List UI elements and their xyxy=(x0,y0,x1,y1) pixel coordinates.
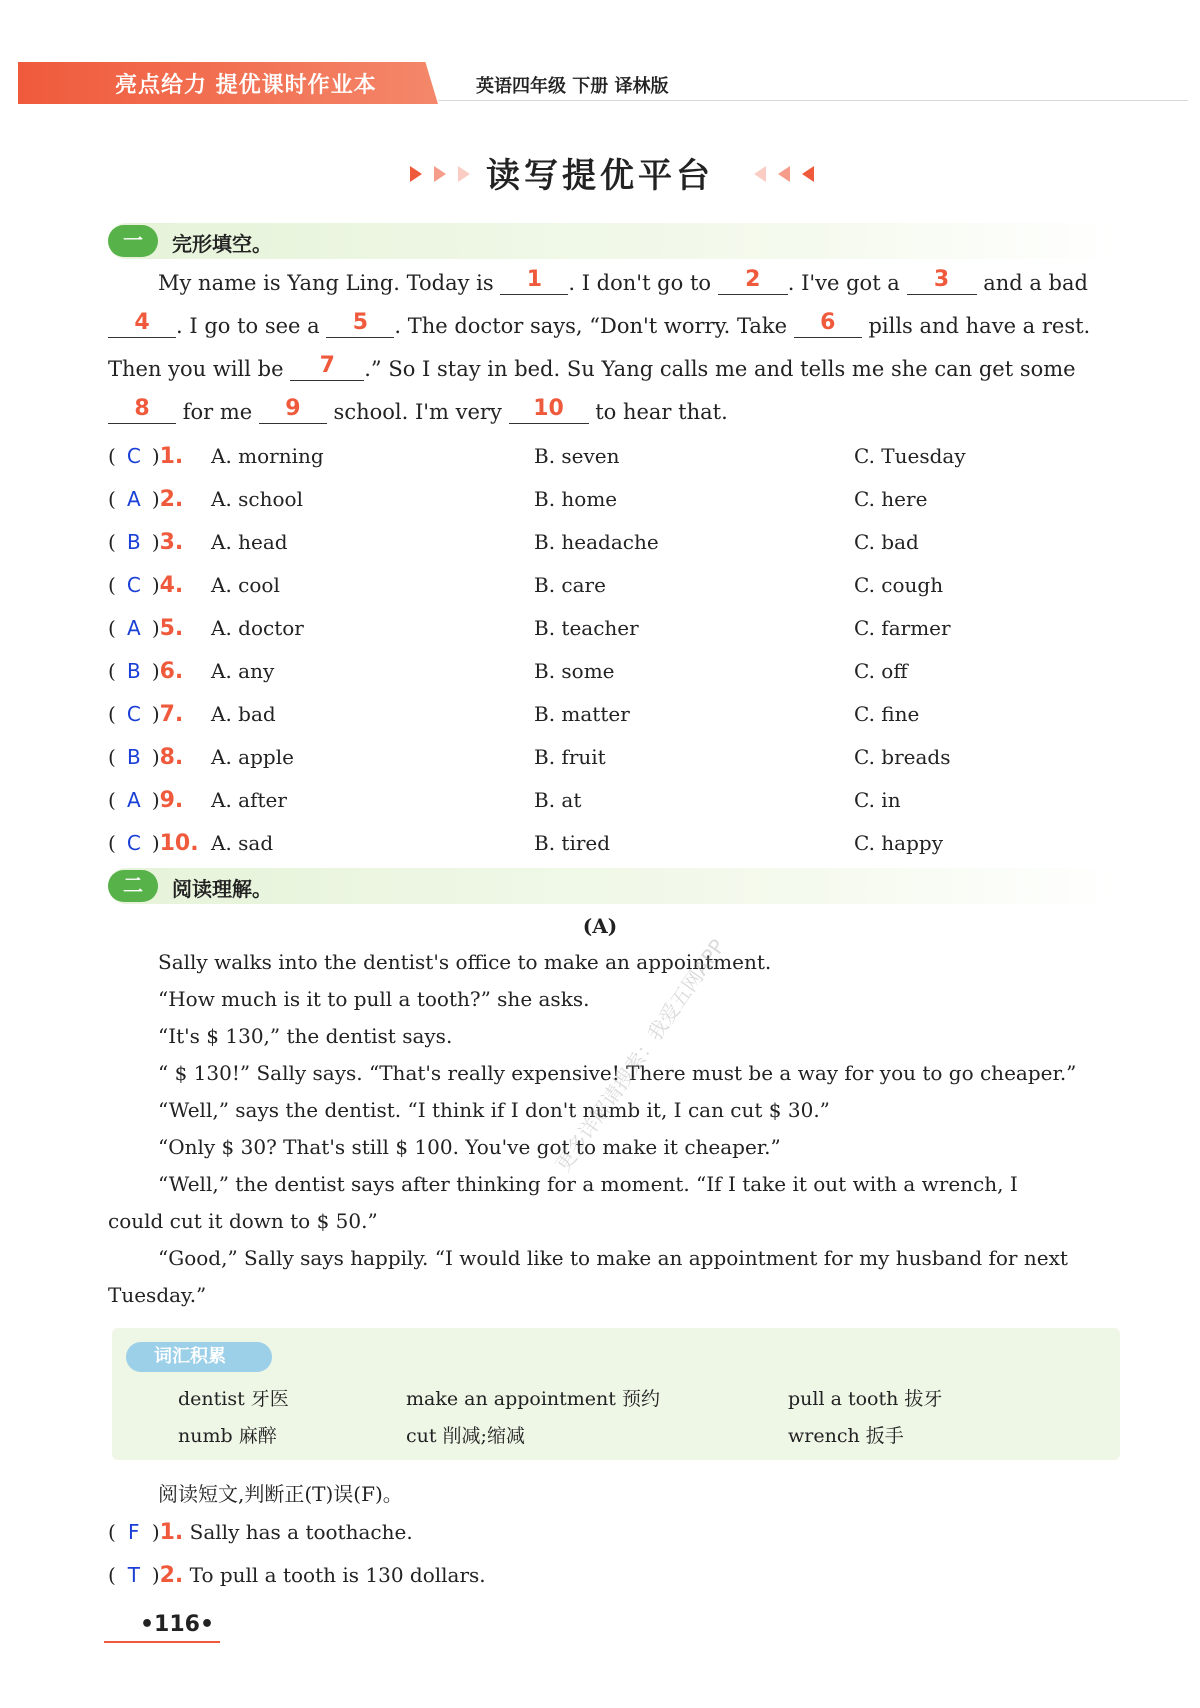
passage-line: “How much is it to pull a tooth?” she asks. xyxy=(158,987,590,1011)
question-number: 8. xyxy=(159,745,184,770)
blank-number: 5 xyxy=(352,310,369,335)
section-badge: 一 xyxy=(108,225,158,257)
blank-number: 8 xyxy=(134,396,150,421)
vocab-item: cut 削减;缩减 xyxy=(406,1425,525,1447)
header-divider xyxy=(438,100,1188,101)
option-c: C. off xyxy=(854,659,908,683)
passage-line: Sally walks into the dentist's office to make an appointment. xyxy=(158,950,772,974)
passage-line: “Well,” says the dentist. “I think if I don't numb it, I can cut $ 30.” xyxy=(158,1098,830,1122)
option-c: C. Tuesday xyxy=(854,444,966,468)
vocab-item: make an appointment 预约 xyxy=(406,1388,660,1410)
option-a: A. head xyxy=(211,530,288,554)
blank-number: 1 xyxy=(526,267,543,292)
blank-number: 10 xyxy=(533,396,564,421)
option-a: A. morning xyxy=(211,444,324,468)
question-row: ( A )2. A. school B. home C. here xyxy=(108,487,928,512)
question-number: 10. xyxy=(159,831,199,856)
blank-number: 6 xyxy=(820,310,836,335)
passage-line: My name is Yang Ling. Today is 1 . I don't go to 2 . I've got a 3 and a bad xyxy=(158,267,1088,295)
question-number: 1. xyxy=(159,444,184,469)
answer: B xyxy=(126,659,141,683)
blank-number: 4 xyxy=(134,310,150,335)
passage-line: Tuesday.” xyxy=(108,1283,207,1307)
answer: C xyxy=(126,831,141,855)
option-c: C. happy xyxy=(854,831,944,855)
passage-line: “Good,” Sally says happily. “I would like to make an appointment for my husband for next xyxy=(158,1246,1068,1270)
passage-label: (A) xyxy=(582,914,618,938)
answer: C xyxy=(126,573,141,597)
option-b: B. teacher xyxy=(534,616,639,640)
option-b: B. fruit xyxy=(534,745,606,769)
question-number: 9. xyxy=(159,788,184,813)
question-number: 2. xyxy=(159,487,184,512)
option-b: B. seven xyxy=(534,444,620,468)
option-c: C. farmer xyxy=(854,616,951,640)
option-c: C. fine xyxy=(854,702,920,726)
option-c: C. cough xyxy=(854,573,944,597)
passage-line: could cut it down to $ 50.” xyxy=(108,1209,378,1233)
option-a: A. sad xyxy=(211,831,274,855)
answer: A xyxy=(126,487,141,511)
passage-line: “Well,” the dentist says after thinking for a moment. “If I take it out with a wrench, I xyxy=(158,1172,1018,1196)
question-row: ( B )6. A. any B. some C. off xyxy=(108,659,908,684)
question-row: ( A )5. A. doctor B. teacher C. farmer xyxy=(108,616,951,641)
option-b: B. headache xyxy=(534,530,659,554)
question-number: 7. xyxy=(159,702,184,727)
option-a: A. apple xyxy=(211,745,294,769)
question-number: 5. xyxy=(159,616,184,641)
vocab-title: 词汇积累 xyxy=(126,1342,272,1372)
section-title: 完形填空。 xyxy=(172,232,272,256)
option-b: B. matter xyxy=(534,702,630,726)
option-b: B. at xyxy=(534,788,582,812)
tf-question: ( F )1. Sally has a toothache. xyxy=(108,1520,413,1545)
book-info: 英语四年级 下册 译林版 xyxy=(476,76,669,97)
option-c: C. bad xyxy=(854,530,919,554)
blank-number: 3 xyxy=(933,267,950,292)
arrow-left-icon xyxy=(754,166,766,182)
answer: C xyxy=(126,702,141,726)
question-row: ( B )8. A. apple B. fruit C. breads xyxy=(108,745,951,770)
question-number: 4. xyxy=(159,573,184,598)
question-number: 6. xyxy=(159,659,184,684)
page-number-underline xyxy=(104,1641,220,1643)
question-row: ( A )9. A. after B. at C. in xyxy=(108,788,901,813)
answer: B xyxy=(126,530,141,554)
vocab-item: numb 麻醉 xyxy=(178,1425,277,1447)
passage-line: 8 for me 9 school. I'm very 10 to hear that. xyxy=(108,397,728,424)
option-a: A. school xyxy=(211,487,303,511)
answer: C xyxy=(126,444,141,468)
option-a: A. any xyxy=(211,659,275,683)
page-number: •116• xyxy=(140,1612,215,1637)
question-row: ( C )4. A. cool B. care C. cough xyxy=(108,573,944,598)
arrow-left-icon xyxy=(802,166,814,182)
vocab-item: dentist 牙医 xyxy=(178,1388,289,1410)
option-b: B. tired xyxy=(534,831,611,855)
answer: T xyxy=(127,1563,140,1587)
blank-number: 9 xyxy=(285,396,301,421)
option-b: B. care xyxy=(534,573,606,597)
section-title: 阅读理解。 xyxy=(172,877,272,901)
arrow-left-icon xyxy=(778,166,790,182)
question-row: ( C )1. A. morning B. seven C. Tuesday xyxy=(108,444,966,469)
answer: A xyxy=(126,788,141,812)
option-b: B. some xyxy=(534,659,615,683)
tf-question: ( T )2. To pull a tooth is 130 dollars. xyxy=(108,1563,486,1588)
instruction: 阅读短文,判断正(T)误(F)。 xyxy=(158,1482,403,1506)
answer: F xyxy=(128,1520,140,1544)
watermark: 更多详解请搜索：我爱五网APP xyxy=(550,934,730,1177)
passage-line: “It's $ 130,” the dentist says. xyxy=(158,1024,453,1048)
answer: A xyxy=(126,616,141,640)
vocab-item: wrench 扳手 xyxy=(788,1425,904,1447)
section-badge: 二 xyxy=(108,870,158,902)
passage-line: 4 . I go to see a 5 . The doctor says, “Don't worry. Take 6 pills and have a rest. xyxy=(108,311,1090,338)
answer: B xyxy=(126,745,141,769)
option-c: C. breads xyxy=(854,745,951,769)
passage-line: Then you will be 7 .” So I stay in bed. Su Yang calls me and tells me she can get some xyxy=(108,353,1076,381)
option-a: A. cool xyxy=(211,573,280,597)
passage-line: “Only $ 30? That's still $ 100. You've got to make it cheaper.” xyxy=(158,1135,781,1159)
option-a: A. after xyxy=(211,788,287,812)
page-title: 读写提优平台 xyxy=(486,156,714,196)
vocab-item: pull a tooth 拔牙 xyxy=(788,1388,943,1410)
option-a: A. doctor xyxy=(211,616,304,640)
option-c: C. here xyxy=(854,487,928,511)
question-row: ( C )7. A. bad B. matter C. fine xyxy=(108,702,920,727)
blank-number: 7 xyxy=(319,353,335,378)
question-row: ( C )10. A. sad B. tired C. happy xyxy=(108,831,944,856)
series-brand: 亮点给力 提优课时作业本 xyxy=(115,73,377,98)
option-a: A. bad xyxy=(211,702,276,726)
question-number: 3. xyxy=(159,530,184,555)
option-b: B. home xyxy=(534,487,618,511)
blank-number: 2 xyxy=(745,267,761,292)
option-c: C. in xyxy=(854,788,901,812)
question-row: ( B )3. A. head B. headache C. bad xyxy=(108,530,919,555)
passage-line: “ $ 130!” Sally says. “That's really expensive! There must be a way for you to go cheaper.” xyxy=(158,1061,1077,1085)
